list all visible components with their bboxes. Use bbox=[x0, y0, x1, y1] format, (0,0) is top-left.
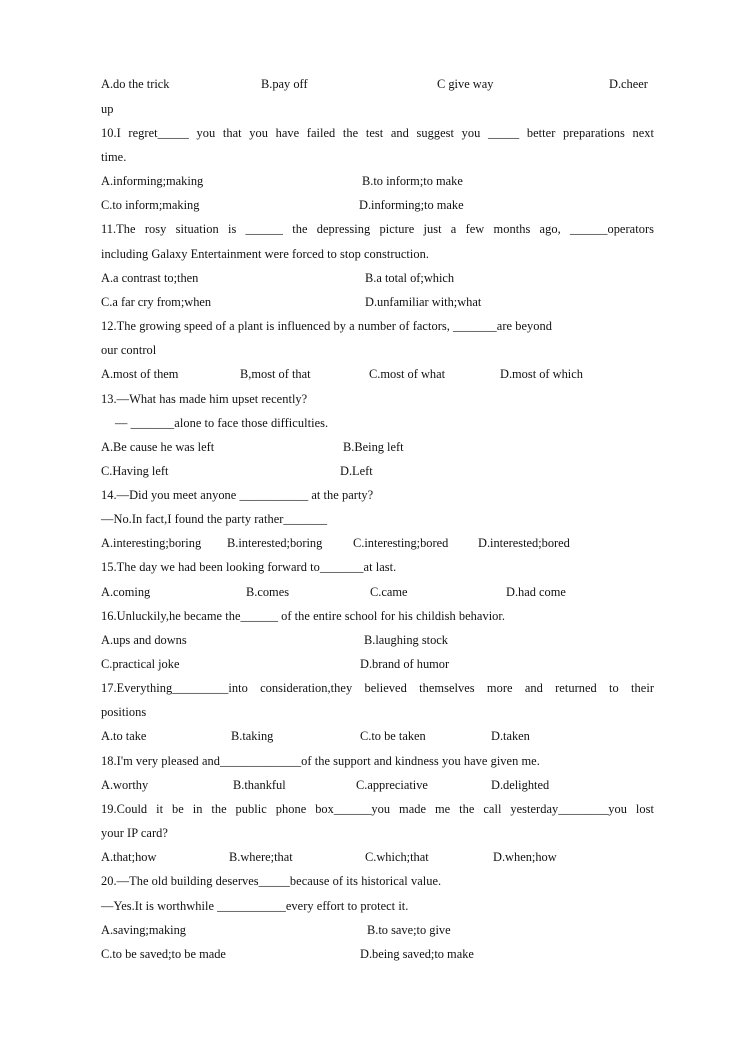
q14-option-c: C.interesting;bored bbox=[353, 536, 449, 550]
q9-option-b: B.pay off bbox=[261, 77, 308, 91]
q11-option-a: A.a contrast to;then bbox=[101, 271, 199, 285]
question-19: 19.Could it be in the public phone box______you made me the call yesterday________you lost bbox=[101, 802, 654, 816]
q11-option-d: D.unfamiliar with;what bbox=[365, 295, 482, 309]
question-20-reply: —Yes.It is worthwhile ___________every effort to protect it. bbox=[101, 899, 409, 913]
q15-option-c: C.came bbox=[370, 585, 408, 599]
q17-option-c: C.to be taken bbox=[360, 729, 426, 743]
q12-option-d: D.most of which bbox=[500, 367, 583, 381]
q14-option-a: A.interesting;boring bbox=[101, 536, 202, 550]
q9-option-d-continued: up bbox=[101, 102, 114, 116]
q19-option-d: D.when;how bbox=[493, 850, 557, 864]
q16-option-a: A.ups and downs bbox=[101, 633, 187, 647]
q10-option-c: C.to inform;making bbox=[101, 198, 200, 212]
q16-option-b: B.laughing stock bbox=[364, 633, 448, 647]
q14-option-d: D.interested;bored bbox=[478, 536, 570, 550]
q13-option-a: A.Be cause he was left bbox=[101, 440, 215, 454]
q19-option-c: C.which;that bbox=[365, 850, 429, 864]
q12-option-a: A.most of them bbox=[101, 367, 179, 381]
question-14-reply: —No.In fact,I found the party rather_______ bbox=[101, 512, 328, 526]
q9-option-d: D.cheer bbox=[609, 77, 648, 91]
q10-option-a: A.informing;making bbox=[101, 174, 204, 188]
q17-option-d: D.taken bbox=[491, 729, 530, 743]
question-19-continued: your IP card? bbox=[101, 826, 168, 840]
question-20: 20.—The old building deserves_____because of its historical value. bbox=[101, 874, 442, 888]
q15-option-b: B.comes bbox=[246, 585, 290, 599]
q16-option-c: C.practical joke bbox=[101, 657, 180, 671]
q13-option-c: C.Having left bbox=[101, 464, 169, 478]
q10-option-d: D.informing;to make bbox=[359, 198, 464, 212]
q19-option-b: B.where;that bbox=[229, 850, 293, 864]
q20-option-d: D.being saved;to make bbox=[360, 947, 474, 961]
q18-option-c: C.appreciative bbox=[356, 778, 428, 792]
question-11: 11.The rosy situation is ______ the depressing picture just a few months ago, ______operators bbox=[101, 222, 654, 236]
question-12: 12.The growing speed of a plant is influenced by a number of factors, _______are beyond bbox=[101, 319, 552, 333]
question-13: 13.—What has made him upset recently? bbox=[101, 392, 308, 406]
q17-option-a: A.to take bbox=[101, 729, 147, 743]
q14-option-b: B.interested;boring bbox=[227, 536, 323, 550]
q15-option-a: A.coming bbox=[101, 585, 151, 599]
question-11-continued: including Galaxy Entertainment were forced to stop construction. bbox=[101, 247, 430, 261]
q11-option-b: B.a total of;which bbox=[365, 271, 455, 285]
q17-option-b: B.taking bbox=[231, 729, 274, 743]
q9-option-a: A.do the trick bbox=[101, 77, 170, 91]
q18-option-d: D.delighted bbox=[491, 778, 550, 792]
q9-option-c: C give way bbox=[437, 77, 494, 91]
q20-option-a: A.saving;making bbox=[101, 923, 187, 937]
q20-option-c: C.to be saved;to be made bbox=[101, 947, 226, 961]
q16-option-d: D.brand of humor bbox=[360, 657, 450, 671]
q10-option-b: B.to inform;to make bbox=[362, 174, 463, 188]
q19-option-a: A.that;how bbox=[101, 850, 157, 864]
question-17-continued: positions bbox=[101, 705, 147, 719]
question-10: 10.I regret_____ you that you have failed the test and suggest you _____ better preparations next bbox=[101, 126, 654, 140]
q12-option-b: B,most of that bbox=[240, 367, 311, 381]
q20-option-b: B.to save;to give bbox=[367, 923, 451, 937]
question-17: 17.Everything_________into consideration,they believed themselves more and returned to their bbox=[101, 681, 654, 695]
q18-option-a: A.worthy bbox=[101, 778, 149, 792]
q13-option-d: D.Left bbox=[340, 464, 373, 478]
question-12-continued: our control bbox=[101, 343, 157, 357]
q18-option-b: B.thankful bbox=[233, 778, 286, 792]
question-18: 18.I'm very pleased and_____________of the support and kindness you have given me. bbox=[101, 754, 540, 768]
question-14: 14.—Did you meet anyone ___________ at the party? bbox=[101, 488, 374, 502]
q15-option-d: D.had come bbox=[506, 585, 566, 599]
question-15: 15.The day we had been looking forward to_______at last. bbox=[101, 560, 397, 574]
q11-option-c: C.a far cry from;when bbox=[101, 295, 212, 309]
question-10-continued: time. bbox=[101, 150, 127, 164]
q13-option-b: B.Being left bbox=[343, 440, 404, 454]
question-16: 16.Unluckily,he became the______ of the entire school for his childish behavior. bbox=[101, 609, 506, 623]
question-13-reply: — _______alone to face those difficulties. bbox=[115, 416, 329, 430]
q12-option-c: C.most of what bbox=[369, 367, 446, 381]
